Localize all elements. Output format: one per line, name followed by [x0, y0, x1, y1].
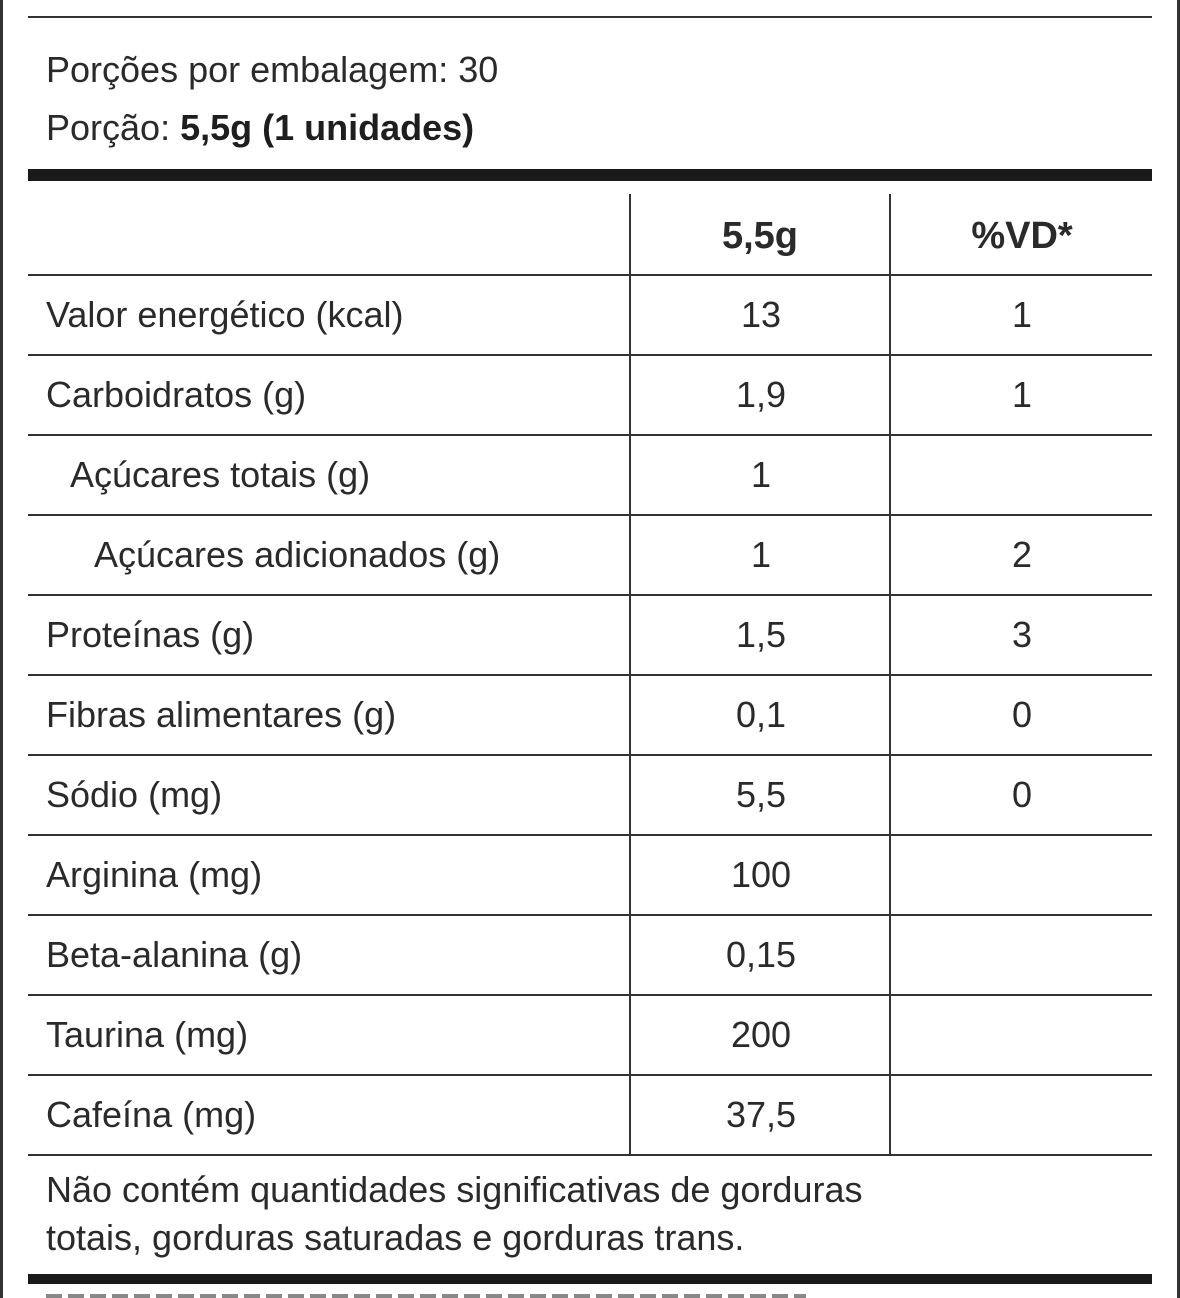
servings-per-package [46, 48, 498, 92]
table-row [28, 1076, 1152, 1154]
portion-size [46, 106, 474, 150]
nutrient-daily-value [891, 436, 1153, 514]
nutrient-amount: 1 [750, 534, 772, 575]
table-row [28, 756, 1152, 834]
nutrient-name: Valor energético (kcal) [46, 294, 404, 335]
nutrient-amount: 200 [730, 1014, 792, 1055]
nutrient-name: Taurina (mg) [46, 1014, 249, 1055]
portion-value: 5,5g (1 unidades) [180, 107, 475, 148]
servings-label: Porções por embalagem: [46, 49, 449, 90]
footer-note-line-2: totais, gorduras saturadas e gorduras trans. [46, 1217, 745, 1258]
nutrient-name: Proteínas (g) [46, 614, 255, 655]
nutrient-amount: 0,15 [725, 934, 797, 975]
nutrient-name: Fibras alimentares (g) [46, 694, 397, 735]
nutrient-daily-value: 2 [1011, 534, 1033, 575]
nutrient-daily-value: 1 [1011, 374, 1033, 415]
table-row [28, 276, 1152, 354]
nutrient-name: Açúcares adicionados (g) [94, 534, 501, 575]
table-row [28, 996, 1152, 1074]
nutrient-amount: 37,5 [725, 1094, 797, 1135]
bottom-thick-divider [28, 1274, 1152, 1284]
cropped-title-remnant [210, 0, 990, 6]
servings-value: 30 [458, 49, 499, 90]
nutrient-amount: 1,9 [735, 374, 787, 415]
nutrient-daily-value [891, 996, 1153, 1074]
table-row [28, 596, 1152, 674]
nutrient-amount: 1 [750, 454, 772, 495]
table-row [28, 836, 1152, 914]
table-row [28, 916, 1152, 994]
nutrient-daily-value: 0 [1011, 694, 1033, 735]
portion-label: Porção: [46, 107, 171, 148]
table-row [28, 676, 1152, 754]
header-amount: 5,5g [721, 215, 799, 257]
nutrient-amount: 1,5 [735, 614, 787, 655]
nutrient-amount: 5,5 [735, 774, 787, 815]
table-row [28, 516, 1152, 594]
nutrient-name: Carboidratos (g) [46, 374, 307, 415]
footer-note [46, 1166, 1146, 1262]
cropped-footnote-remnant [46, 1291, 806, 1298]
nutrient-daily-value: 3 [1011, 614, 1033, 655]
nutrient-name: Arginina (mg) [46, 854, 263, 895]
nutrient-amount: 100 [730, 854, 792, 895]
nutrient-name: Açúcares totais (g) [70, 454, 371, 495]
header-daily-value: %VD* [971, 215, 1073, 257]
nutrient-daily-value: 0 [1011, 774, 1033, 815]
nutrient-daily-value [891, 836, 1153, 914]
nutrient-name: Beta-alanina (g) [46, 934, 303, 975]
nutrient-amount: 13 [740, 294, 782, 335]
footer-note-line-1: Não contém quantidades significativas de gorduras [46, 1169, 863, 1210]
table-row [28, 356, 1152, 434]
nutrient-daily-value [891, 1076, 1153, 1154]
table-row [28, 436, 1152, 514]
nutrient-daily-value: 1 [1011, 294, 1033, 335]
top-divider [28, 16, 1152, 18]
nutrient-amount: 0,1 [735, 694, 787, 735]
nutrient-name: Cafeína (mg) [46, 1094, 257, 1135]
nutrient-daily-value [891, 916, 1153, 994]
row-divider [28, 1154, 1152, 1156]
nutrient-name: Sódio (mg) [46, 774, 223, 815]
thick-divider [28, 169, 1152, 181]
